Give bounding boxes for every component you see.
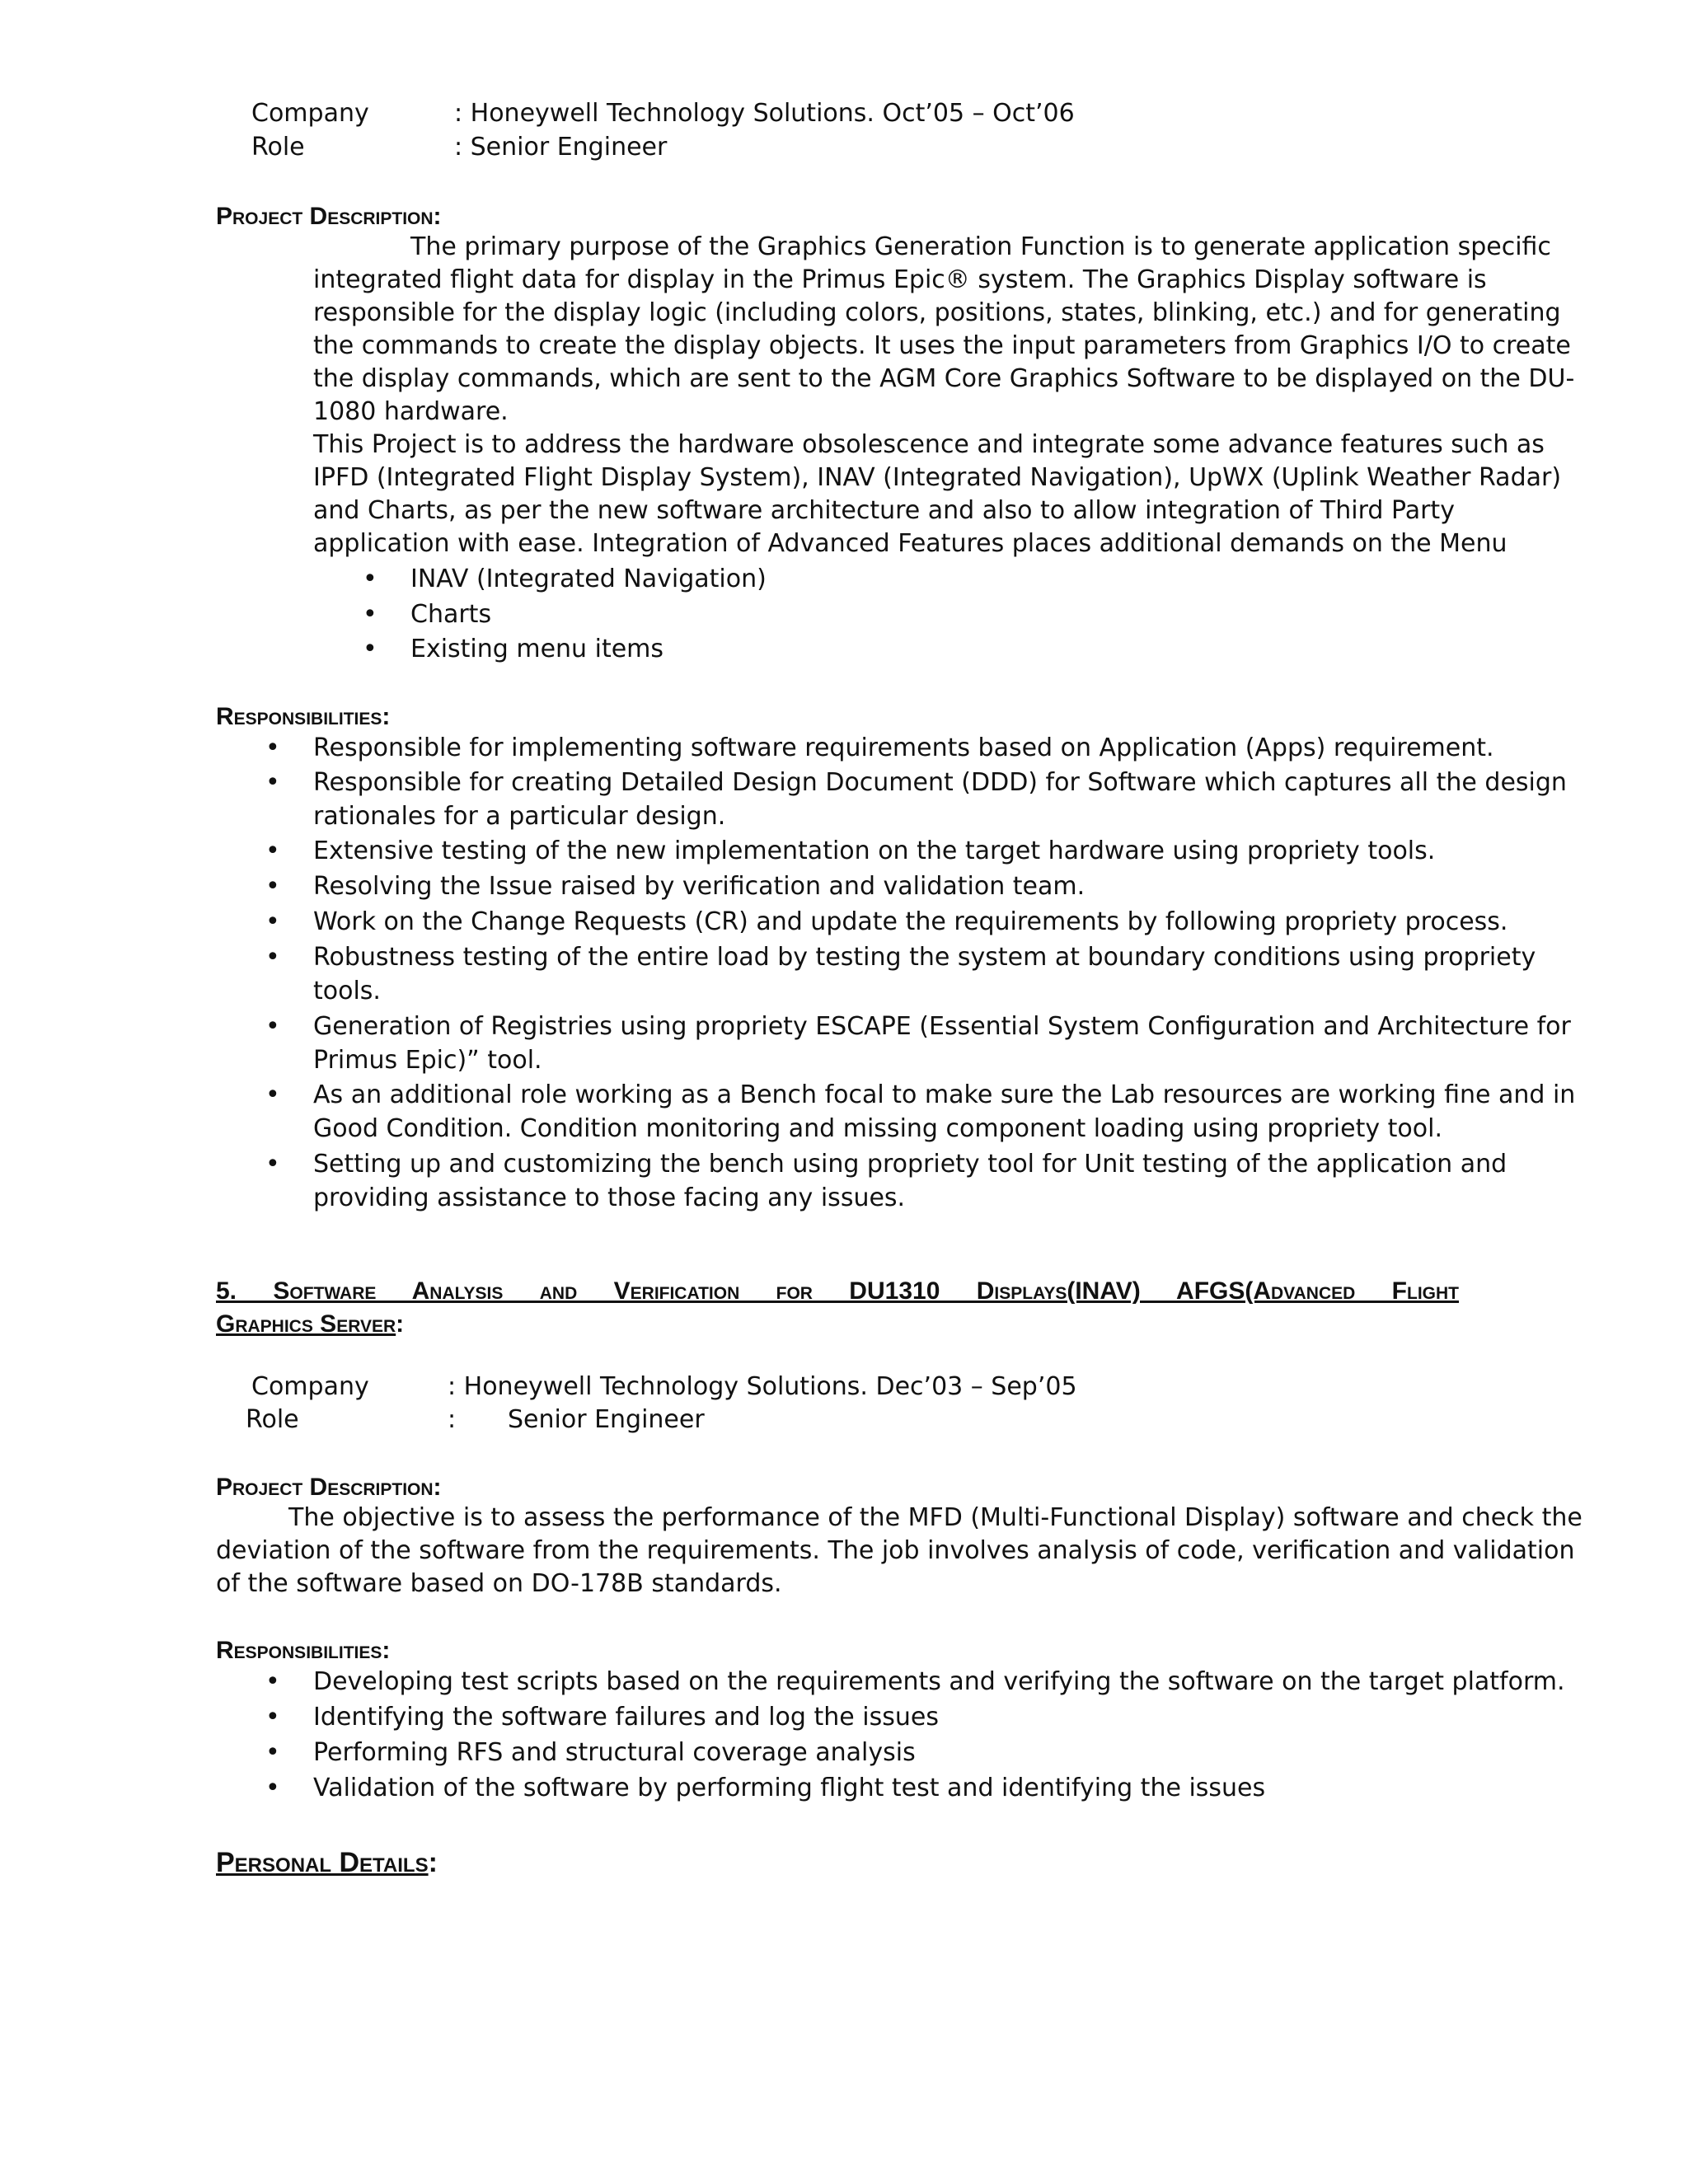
personal-details-heading (216, 1844, 438, 1881)
description-line: deviation of the software from the requirements. The job involves analysis of code, verification and validation (216, 1536, 1575, 1565)
list-item: As an additional role working as a Bench focal to make sure the Lab resources are working fine and in (313, 1080, 1576, 1109)
bullet-icon: • (265, 768, 280, 797)
list-item: Validation of the software by performing flight test and identifying the issues (313, 1774, 1266, 1802)
bullet-icon: • (265, 837, 280, 865)
bullet-icon: • (265, 1703, 280, 1732)
description-line: of the software based on DO-178B standards. (216, 1569, 782, 1598)
description-line: the display commands, which are sent to the AGM Core Graphics Software to be displayed on the DU- (313, 364, 1575, 393)
personal-details-colon: : (428, 1847, 438, 1878)
list-item: Responsible for creating Detailed Design Document (DDD) for Software which captures all the design (313, 768, 1567, 797)
role-label: Role (246, 1405, 299, 1434)
list-item: Robustness testing of the entire load by testing the system at boundary conditions using propriety (313, 943, 1536, 972)
list-item-continuation: providing assistance to those facing any issues. (313, 1183, 906, 1212)
bullet-icon: • (265, 1774, 280, 1802)
description-line: The objective is to assess the performance of the MFD (Multi-Functional Display) software and check the (288, 1503, 1582, 1532)
role-value: : Senior Engineer (454, 133, 668, 162)
bullet-icon: • (265, 1080, 280, 1109)
role-label: Role (251, 133, 305, 162)
description-line: application with ease. Integration of Advanced Features places additional demands on the Menu (313, 529, 1507, 558)
bullet-icon: • (265, 1012, 280, 1041)
description-line: The primary purpose of the Graphics Generation Function is to generate application specific (410, 232, 1551, 261)
company-value: : Honeywell Technology Solutions. Oct’05 – Oct’06 (454, 99, 1075, 128)
section-title-continuation (216, 1308, 404, 1341)
company-label: Company (251, 99, 369, 128)
list-item: Work on the Change Requests (CR) and update the requirements by following propriety process. (313, 907, 1508, 936)
personal-details-text: Personal Details (216, 1847, 429, 1878)
list-item: INAV (Integrated Navigation) (410, 565, 767, 593)
bullet-icon: • (265, 907, 280, 936)
bullet-icon: • (265, 1150, 280, 1179)
list-item-continuation: Primus Epic)” tool. (313, 1046, 542, 1075)
responsibilities-heading: Responsibilities: (216, 703, 391, 730)
bullet-icon: • (265, 943, 280, 972)
list-item: Charts (410, 600, 492, 629)
role-value: Senior Engineer (508, 1405, 705, 1434)
bullet-icon: • (265, 733, 280, 762)
section-title-colon: : (396, 1310, 405, 1338)
bullet-icon: • (265, 1667, 280, 1696)
list-item: Extensive testing of the new implementation on the target hardware using propriety tools. (313, 837, 1436, 865)
project-description-heading: Project Description: (216, 1474, 442, 1501)
section-title: 5. Software Analysis and Verification for DU1310 Displays(INAV) AFGS(Advanced Flight (216, 1277, 1459, 1305)
role-colon: : (448, 1405, 457, 1434)
list-item: Setting up and customizing the bench using propriety tool for Unit testing of the application and (313, 1150, 1507, 1179)
list-item-continuation: Good Condition. Condition monitoring and missing component loading using propriety tool. (313, 1114, 1442, 1143)
list-item: Responsible for implementing software requirements based on Application (Apps) requirement. (313, 733, 1494, 762)
bullet-icon: • (363, 635, 377, 663)
list-item: Resolving the Issue raised by verification and validation team. (313, 872, 1085, 901)
description-line: 1080 hardware. (313, 397, 509, 426)
description-line: IPFD (Integrated Flight Display System), INAV (Integrated Navigation), UpWX (Uplink Weather Radar) (313, 463, 1562, 492)
bullet-icon: • (265, 1738, 280, 1767)
company-label: Company (251, 1372, 369, 1401)
description-line: This Project is to address the hardware obsolescence and integrate some advance features such as (313, 430, 1545, 459)
project-description-heading: Project Description: (216, 203, 442, 230)
list-item: Performing RFS and structural coverage analysis (313, 1738, 916, 1767)
company-value: : Honeywell Technology Solutions. Dec’03 – Sep’05 (448, 1372, 1077, 1401)
bullet-icon: • (265, 872, 280, 901)
list-item: Identifying the software failures and log the issues (313, 1703, 939, 1732)
description-line: and Charts, as per the new software architecture and also to allow integration of Third Party (313, 496, 1455, 525)
description-line: integrated flight data for display in the Primus Epic® system. The Graphics Display software is (313, 265, 1487, 294)
list-item: Generation of Registries using propriety ESCAPE (Essential System Configuration and Architecture for (313, 1012, 1571, 1041)
section-title-text: Graphics Server (216, 1310, 396, 1338)
responsibilities-heading: Responsibilities: (216, 1637, 391, 1664)
description-line: responsible for the display logic (including colors, positions, states, blinking, etc.) and for generating (313, 298, 1561, 327)
list-item-continuation: rationales for a particular design. (313, 802, 726, 831)
bullet-icon: • (363, 600, 377, 629)
list-item: Developing test scripts based on the requirements and verifying the software on the target platform. (313, 1667, 1565, 1696)
description-line: the commands to create the display objects. It uses the input parameters from Graphics I/O to create (313, 331, 1571, 360)
bullet-icon: • (363, 565, 377, 593)
list-item-continuation: tools. (313, 977, 381, 1005)
list-item: Existing menu items (410, 635, 664, 663)
